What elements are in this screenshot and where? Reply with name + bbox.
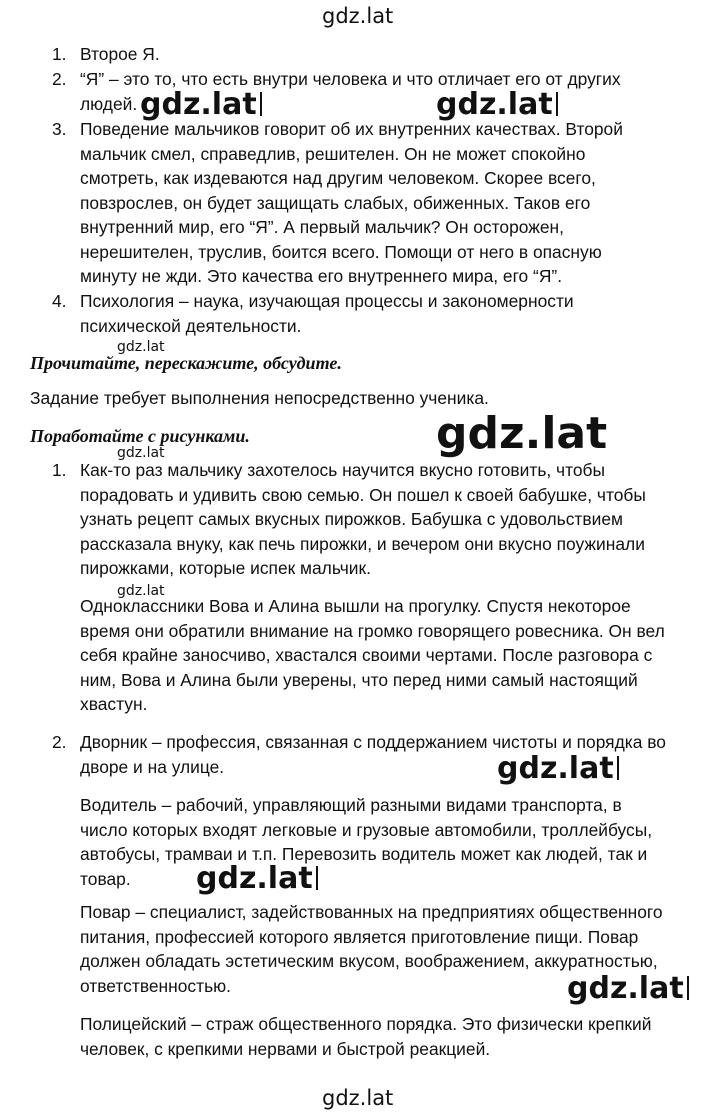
text-line: должен обладать эстетическим вкусом, воображением, аккуратностью, [80, 951, 658, 971]
text-line: ним, Вова и Алина были уверены, что перед ними самый настоящий [80, 669, 638, 690]
paragraph [80, 458, 646, 581]
text-line: порадовать и удивить свою семью. Он пошел к своей бабушке, чтобы [80, 484, 646, 505]
text-line: Полицейский – страж общественного порядка. Это физически крепкий [80, 1014, 652, 1034]
text-line: Психология – наука, изучающая процессы и закономерности [80, 291, 574, 311]
paragraph [80, 594, 665, 717]
list-number: 3. [52, 119, 67, 139]
text-line: пирожками, которые испек мальчик. [80, 558, 371, 578]
list-number: 1. [52, 44, 67, 64]
list-number: 1. [52, 460, 67, 480]
text-line: Водитель – рабочий, управляющий разными видами транспорта, в [80, 795, 622, 815]
text-line: товар. [80, 868, 131, 889]
paragraph [80, 793, 652, 891]
watermark-bottom: gdz.lat [322, 1086, 394, 1110]
text-line: нерешителен, труслив, боится всего. Помощи от него в опасную [80, 241, 602, 262]
paragraph [80, 1012, 651, 1061]
text-line: число которых входят легковые и грузовые автомобили, троллейбусы, [80, 819, 653, 840]
text-line: Второе Я. [80, 44, 160, 64]
text-line: повзрослев, он будет защищать слабых, обиженных. Таков его [80, 192, 591, 213]
text-line: автобусы, трамваи и т.п. Перевозить водитель может как людей, так и [80, 844, 648, 864]
text-line: Повар – специалист, задействованных на предприятиях общественного [80, 902, 663, 922]
text-line: Поведение мальчиков говорит об их внутренних качествах. Второй [80, 119, 623, 139]
text-line: Одноклассники Вова и Алина вышли на прогулку. Спустя некоторое [80, 596, 631, 616]
watermark: gdz.lat [117, 583, 165, 599]
section-heading: Поработайте с рисунками. [30, 426, 250, 446]
watermark: gdz.lat [436, 90, 558, 120]
text-line: человек, с крепкими нервами и быстрой реакцией. [80, 1038, 491, 1059]
text-line: узнать рецепт самых вкусных пирожков. Бабушка с удовольствием [80, 509, 623, 529]
text-line: мальчик смел, справедлив, решителен. Он не может спокойно [80, 143, 586, 164]
watermark: gdz.lat [567, 974, 689, 1004]
text-line: себя крайне заносчиво, хвастался своими чертами. После разговора с [80, 645, 653, 665]
text-line: смотреть, как издеваются над другим человеком. Скорее всего, [80, 168, 596, 188]
watermark: gdz.lat [117, 339, 165, 355]
text-line: время они обратили внимание на громко говорящего ровесника. Он вел [80, 620, 665, 641]
list-number: 2. [52, 732, 67, 752]
list-number: 4. [52, 291, 67, 311]
watermark: gdz.lat [196, 864, 318, 894]
text-line: психической деятельности. [80, 315, 302, 336]
text-line: внутренний мир, его “Я”. А первый мальчик? Он осторожен, [80, 217, 564, 237]
text-line: людей. [80, 93, 138, 114]
text-line: питания, профессией которого является приготовление пищи. Повар [80, 926, 639, 947]
text-line: хвастун. [80, 694, 148, 714]
list-number: 2. [52, 69, 67, 89]
watermark: gdz.lat [117, 445, 165, 461]
list-item-1 [80, 42, 160, 67]
watermark: gdz.lat [436, 408, 608, 459]
section-text: Задание требует выполнения непосредственно ученика. [30, 388, 489, 408]
text-line: Как-то раз мальчику захотелось научится вкусно готовить, чтобы [80, 460, 606, 480]
text-line: дворе и на улице. [80, 756, 225, 777]
list-item-4 [80, 289, 574, 338]
watermark-top: gdz.lat [322, 4, 394, 28]
text-line: рассказала внуку, как печь пирожки, и вечером они вкусно поужинали [80, 533, 645, 554]
text-line: Дворник – профессия, связанная с поддержанием чистоты и порядка во [80, 732, 666, 752]
text-line: “Я” – это то, что есть внутри человека и что отличает его от других [80, 69, 621, 89]
watermark: gdz.lat [140, 90, 262, 120]
section-heading: Прочитайте, перескажите, обсудите. [30, 353, 342, 373]
watermark: gdz.lat [497, 754, 619, 784]
list-item-3 [80, 117, 623, 289]
text-line: ответственностью. [80, 975, 232, 996]
text-line: минуту не жди. Это качества его внутреннего мира, его “Я”. [80, 266, 563, 286]
